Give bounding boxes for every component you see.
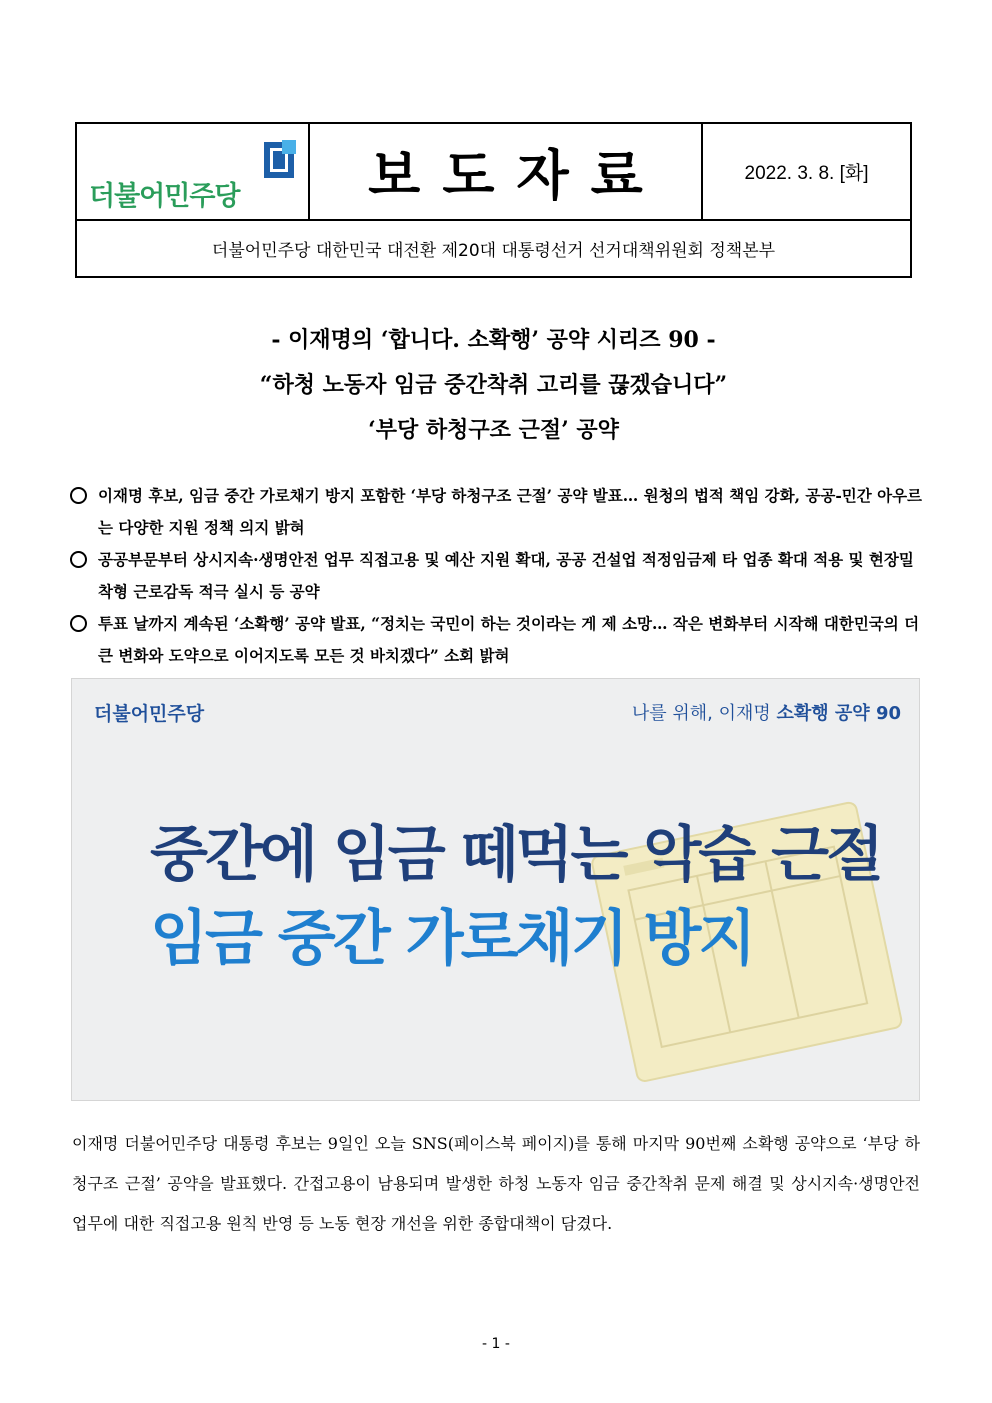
series-headline: - 이재명의 ‘합니다. 소확행’ 공약 시리즈 90 -: [271, 327, 716, 353]
banner-tagline-prefix: 나를 위해, 이재명: [631, 703, 777, 724]
circle-bullet-icon: [70, 487, 87, 504]
bullet-item: [70, 608, 922, 672]
circle-bullet-icon: [70, 551, 87, 568]
bullet-item: [70, 544, 922, 608]
summary-bullets: [70, 480, 922, 672]
bullet-item: [70, 480, 922, 544]
headline-block: [75, 318, 912, 453]
party-logo-text: 더불어민주당: [89, 181, 240, 212]
main-headline: “하청 노동자 임금 중간착취 고리를 끊겠습니다”: [259, 372, 728, 398]
title-cell: [310, 124, 703, 219]
press-release-header: [75, 122, 912, 278]
page-number: - 1 -: [482, 1336, 510, 1352]
release-date: 2022. 3. 8. [화]: [744, 163, 869, 184]
bullet-text: 이재명 후보, 임금 중간 가로채기 방지 포함한 ‘부당 하청구조 근절’ 공약 발표… 원청의 법적 책임 강화, 공공-민간 아우르는 다양한 지원 정책 의지 밝혀: [98, 486, 923, 537]
press-release-title: 보도자료: [368, 144, 665, 207]
department-line: 더불어민주당 대한민국 대전환 제20대 대통령선거 선거대책위원회 정책본부: [211, 241, 776, 261]
pledge-banner-image: [71, 678, 920, 1101]
banner-tagline-bold: 소확행 공약 90: [776, 703, 901, 724]
party-logo-mark-icon: [262, 140, 296, 180]
banner-headline-2: 임금 중간 가로채기 방지: [150, 904, 754, 974]
body-paragraph: 이재명 더불어민주당 대통령 후보는 9일인 오늘 SNS(페이스북 페이지)를 통해 마지막 90번째 소확행 공약으로 ‘부당 하청구조 근절’ 공약을 발표했다. 간접고용이 남용되며 발생한 하청 노동자 임금 중간착취 문제 해결 및 상시지속·생명안전 업무에 대한 직접고용 원칙 반영 등 노동 현장 개선을 위한 종합대책이 담겼다.: [72, 1134, 920, 1233]
header-top-row: [77, 124, 910, 221]
party-logo: [77, 124, 310, 219]
bullet-text: 공공부문부터 상시지속·생명안전 업무 직접고용 및 예산 지원 확대, 공공 건설업 적정임금제 타 업종 확대 적용 및 현장밀착형 근로감독 적극 실시 등 공약: [98, 550, 914, 601]
banner-headline-1: 중간에 임금 떼먹는 악습 근절: [150, 820, 882, 890]
banner-tagline: [632, 699, 901, 725]
bullet-text: 투표 날까지 계속된 ‘소확행’ 공약 발표, “정치는 국민이 하는 것이라는 게 제 소망… 작은 변화부터 시작해 대한민국의 더 큰 변화와 도약으로 이어지도록 모든 것 바치겠다” 소회 밝혀: [98, 614, 920, 665]
circle-bullet-icon: [70, 615, 87, 632]
sub-headline: ‘부당 하청구조 근절’ 공약: [368, 417, 619, 443]
banner-party-name: 더불어민주당: [94, 703, 205, 725]
